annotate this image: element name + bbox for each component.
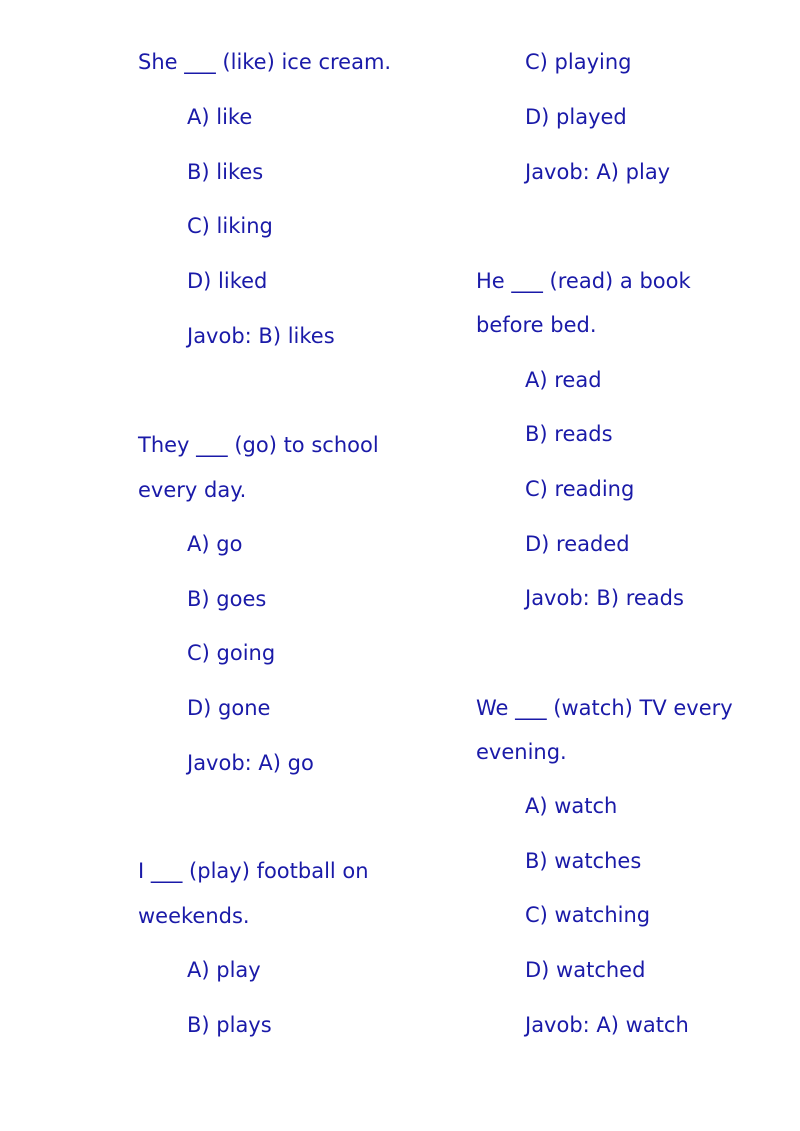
question-1-option-b: B) likes [187, 160, 264, 184]
question-5-option-a: A) watch [525, 794, 618, 818]
question-1-stem: She ___ (like) ice cream. [138, 50, 392, 74]
question-5-option-d: D) watched [525, 958, 646, 982]
question-4-answer: Javob: B) reads [525, 586, 684, 610]
question-4-stem-line-2: before bed. [476, 313, 597, 337]
question-3-option-d: D) played [525, 105, 627, 129]
question-4-option-b: B) reads [525, 422, 613, 446]
question-5-option-b: B) watches [525, 849, 642, 873]
question-1-option-c: C) liking [187, 214, 273, 238]
question-3-option-c: C) playing [525, 50, 632, 74]
question-2-stem-line-1: They ___ (go) to school [138, 433, 379, 457]
question-3-answer: Javob: A) play [525, 160, 671, 184]
question-5-answer: Javob: A) watch [525, 1013, 689, 1037]
question-5-option-c: C) watching [525, 903, 651, 927]
question-4-option-c: C) reading [525, 477, 635, 501]
question-2-option-b: B) goes [187, 587, 267, 611]
question-3-stem-line-1: I ___ (play) football on [138, 859, 369, 883]
question-2-option-a: A) go [187, 532, 243, 556]
question-3-option-a: A) play [187, 958, 261, 982]
question-5-stem-line-2: evening. [476, 740, 567, 764]
question-1-answer: Javob: B) likes [187, 324, 335, 348]
question-4-stem-line-1: He ___ (read) a book [476, 269, 691, 293]
question-3-option-b: B) plays [187, 1013, 272, 1037]
question-4-option-d: D) readed [525, 532, 630, 556]
question-2-option-c: C) going [187, 641, 276, 665]
question-4-option-a: A) read [525, 368, 602, 392]
question-1-option-d: D) liked [187, 269, 268, 293]
question-5-stem-line-1: We ___ (watch) TV every [476, 696, 733, 720]
question-2-stem-line-2: every day. [138, 478, 247, 502]
question-2-option-d: D) gone [187, 696, 271, 720]
question-2-answer: Javob: A) go [187, 751, 314, 775]
question-1-option-a: A) like [187, 105, 253, 129]
question-3-stem-line-2: weekends. [138, 904, 250, 928]
